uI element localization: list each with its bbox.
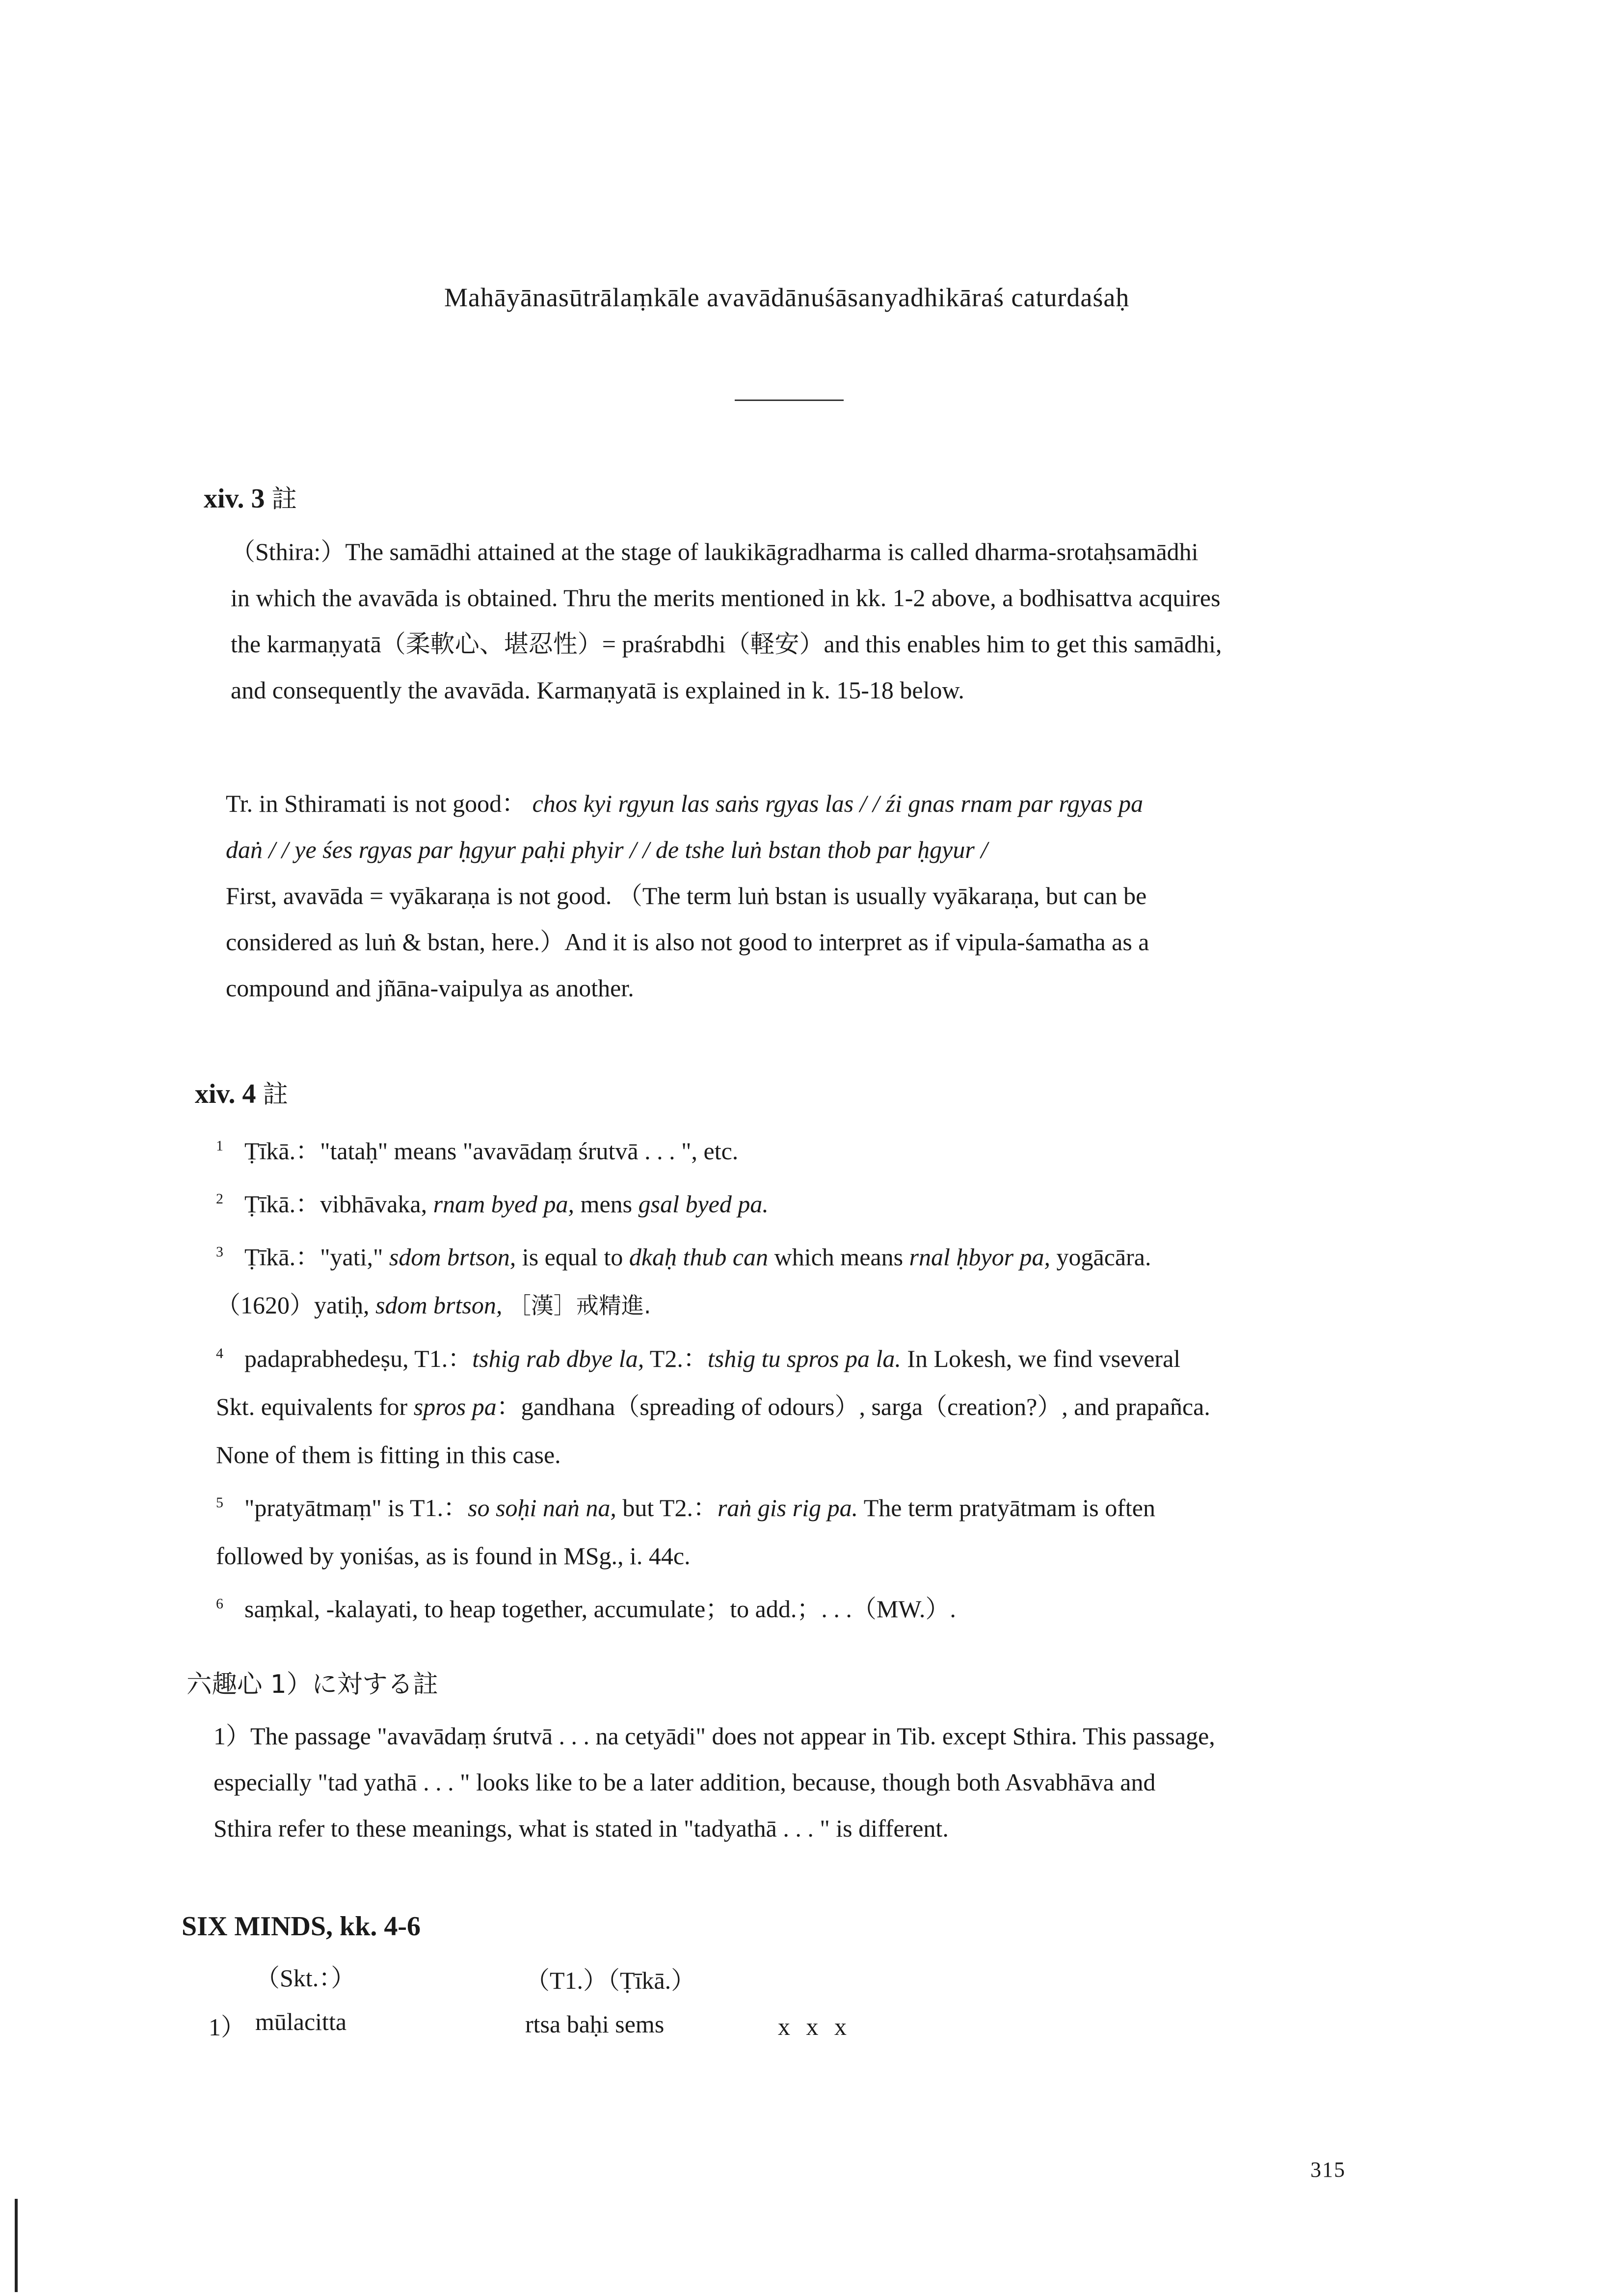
footnote-4-cont [216, 1383, 1210, 1431]
tibetan-text: sdom brtson, [375, 1291, 503, 1319]
tibetan-text: spros pa [413, 1393, 497, 1420]
tibetan-text: raṅ gis rig pa. [717, 1494, 858, 1522]
note-text: "pratyātmaṃ" is T1.： [244, 1494, 468, 1522]
tibetan-text: tshig rab dbye la, [472, 1345, 644, 1372]
tibetan-text: so soḥi naṅ na, [468, 1494, 616, 1522]
section-heading-six-minds-note [186, 1664, 438, 1700]
footnote-3-cont [216, 1281, 1210, 1330]
section-heading-xiv3 [204, 479, 297, 515]
notes-xiv4 [216, 1122, 1210, 1633]
section-number: xiv. 4 [195, 1079, 256, 1109]
note-text: padaprabhedeṣu, T1.： [244, 1345, 473, 1372]
footnote-4-cont: None of them is fitting in this case. [216, 1441, 561, 1468]
footnote-4 [216, 1330, 1210, 1383]
section-heading-six-minds: SIX MINDS, kk. 4-6 [182, 1911, 421, 1942]
footnote-number: 5 [216, 1495, 223, 1511]
footnote-number: 4 [216, 1345, 223, 1362]
footnote-number: 3 [216, 1244, 223, 1260]
title-rule [735, 400, 844, 401]
table-row-number: 1） [209, 2013, 245, 2041]
tibetan-text: daṅ / / ye śes rgyas par ḥgyur paḥi phyir / / de tshe luṅ bstan thob par ḥgyur / [226, 836, 988, 863]
note-text: Skt. equivalents for [216, 1393, 414, 1420]
tibetan-text: rnal ḥbyor pa, [909, 1243, 1051, 1271]
text-line: （Sthira:）The samādhi attained at the stage of laukikāgradharma is called dharma-srotaḥsamādhi [231, 538, 1198, 565]
note-text: （1620）yatiḥ, [216, 1291, 375, 1319]
tibetan-text: sdom brtson, [389, 1243, 516, 1271]
column-header-skt: （Skt.：） [255, 1964, 356, 1992]
note-marker: 註 [271, 484, 297, 514]
text-line: Sthira refer to these meanings, what is stated in "tadyathā . . . " is different. [213, 1815, 949, 1842]
text-line: in which the avavāda is obtained. Thru the merits mentioned in kk. 1-2 above, a bodhisattva acquires [231, 584, 1221, 612]
text-line: the karmaṇyatā（柔軟心、堪忍性）= praśrabdhi（軽安）and this enables him to get this samādhi, [231, 630, 1222, 658]
note-text: yogācāra. [1050, 1243, 1151, 1271]
note-text: The term pratyātmam is often [858, 1494, 1155, 1522]
running-title: Mahāyānasūtrālaṃkāle avavādānuśāsanyadhikāraś caturdaśaḥ [444, 283, 1130, 312]
text-line: 1）The passage "avavādaṃ śrutvā . . . na cetyādi" does not appear in Tib. except Sthira. This passage, [213, 1722, 1215, 1750]
tibetan-text: rnam byed pa, [433, 1190, 575, 1218]
footnote-5-cont: followed by yoniśas, as is found in MSg., i. 44c. [216, 1542, 691, 1570]
footnote-3 [216, 1228, 1210, 1281]
footnote-number: 1 [216, 1138, 223, 1154]
text-line [226, 780, 1149, 827]
footnote-1 [216, 1122, 1210, 1175]
note-text: Ṭīkā.："yati," [244, 1243, 389, 1271]
text-line: compound and jñāna-vaipulya as another. [226, 974, 634, 1002]
column-header-tib: （T1.）（Ṭīkā.） [525, 1967, 696, 1994]
note-text: is equal to [516, 1243, 629, 1271]
paragraph-xiv3-1 [231, 529, 1222, 713]
note-text: mens [574, 1190, 639, 1218]
page-number: 315 [1310, 2158, 1346, 2182]
note-text: Ṭīkā.：vibhāvaka, [244, 1190, 433, 1218]
text-line: First, avavāda = vyākaraṇa is not good. （The term luṅ bstan is usually vyākaraṇa, but can be [226, 882, 1147, 909]
section-title: 六趣心 1）に対する註 [186, 1670, 438, 1699]
note-text: which means [768, 1243, 909, 1271]
table-cell-tib: rtsa baḥi sems [525, 2010, 665, 2038]
section-heading-xiv4 [195, 1074, 288, 1110]
note-text: T2.： [644, 1345, 708, 1372]
note-text: ：gandhana（spreading of odours）, sarga（creation?）, and prapañca. [496, 1393, 1210, 1420]
tibetan-text: gsal byed pa. [638, 1190, 769, 1218]
note-text: Ṭīkā.："tataḥ" means "avavādaṃ śrutvā . . . ", etc. [244, 1137, 739, 1165]
table-cell-skt: mūlacitta [255, 2008, 347, 2035]
text-line: especially "tad yathā . . . " looks like to be a later addition, because, though both Asvabhāva and [213, 1768, 1156, 1796]
text-line: and consequently the avavāda. Karmaṇyatā is explained in k. 15-18 below. [231, 676, 964, 704]
tibetan-text: chos kyi rgyun las saṅs rgyas las / / źi gnas rnam par rgyas pa [532, 790, 1144, 817]
footnote-6 [216, 1580, 1210, 1633]
tibetan-text: tshig tu spros pa la. [707, 1345, 901, 1372]
footnote-2 [216, 1175, 1210, 1228]
text-intro: Tr. in Sthiramati is not good： [226, 790, 527, 817]
section-number: xiv. 3 [204, 483, 265, 514]
note-text: In Lokesh, we find vseveral [901, 1345, 1181, 1372]
cjk-text: ［漢］戒精進. [508, 1292, 651, 1319]
note-text: but T2.： [616, 1494, 718, 1522]
table-cell-tika: x x x [778, 2013, 852, 2040]
footnote-number: 2 [216, 1191, 223, 1207]
note-marker: 註 [263, 1080, 288, 1109]
note-text: saṃkal, -kalayati, to heap together, accumulate；to add.；. . .（MW.）. [244, 1595, 956, 1623]
tibetan-text: dkaḥ thub can [629, 1243, 769, 1271]
paragraph-xiv3-2 [226, 780, 1149, 1011]
text-line: considered as luṅ & bstan, here.）And it is also not good to interpret as if vipula-śamatha as a [226, 928, 1149, 956]
footnote-number: 6 [216, 1596, 223, 1612]
paragraph-six-minds-note [213, 1713, 1215, 1851]
scan-edge-mark [15, 2199, 18, 2292]
footnote-5 [216, 1479, 1210, 1532]
